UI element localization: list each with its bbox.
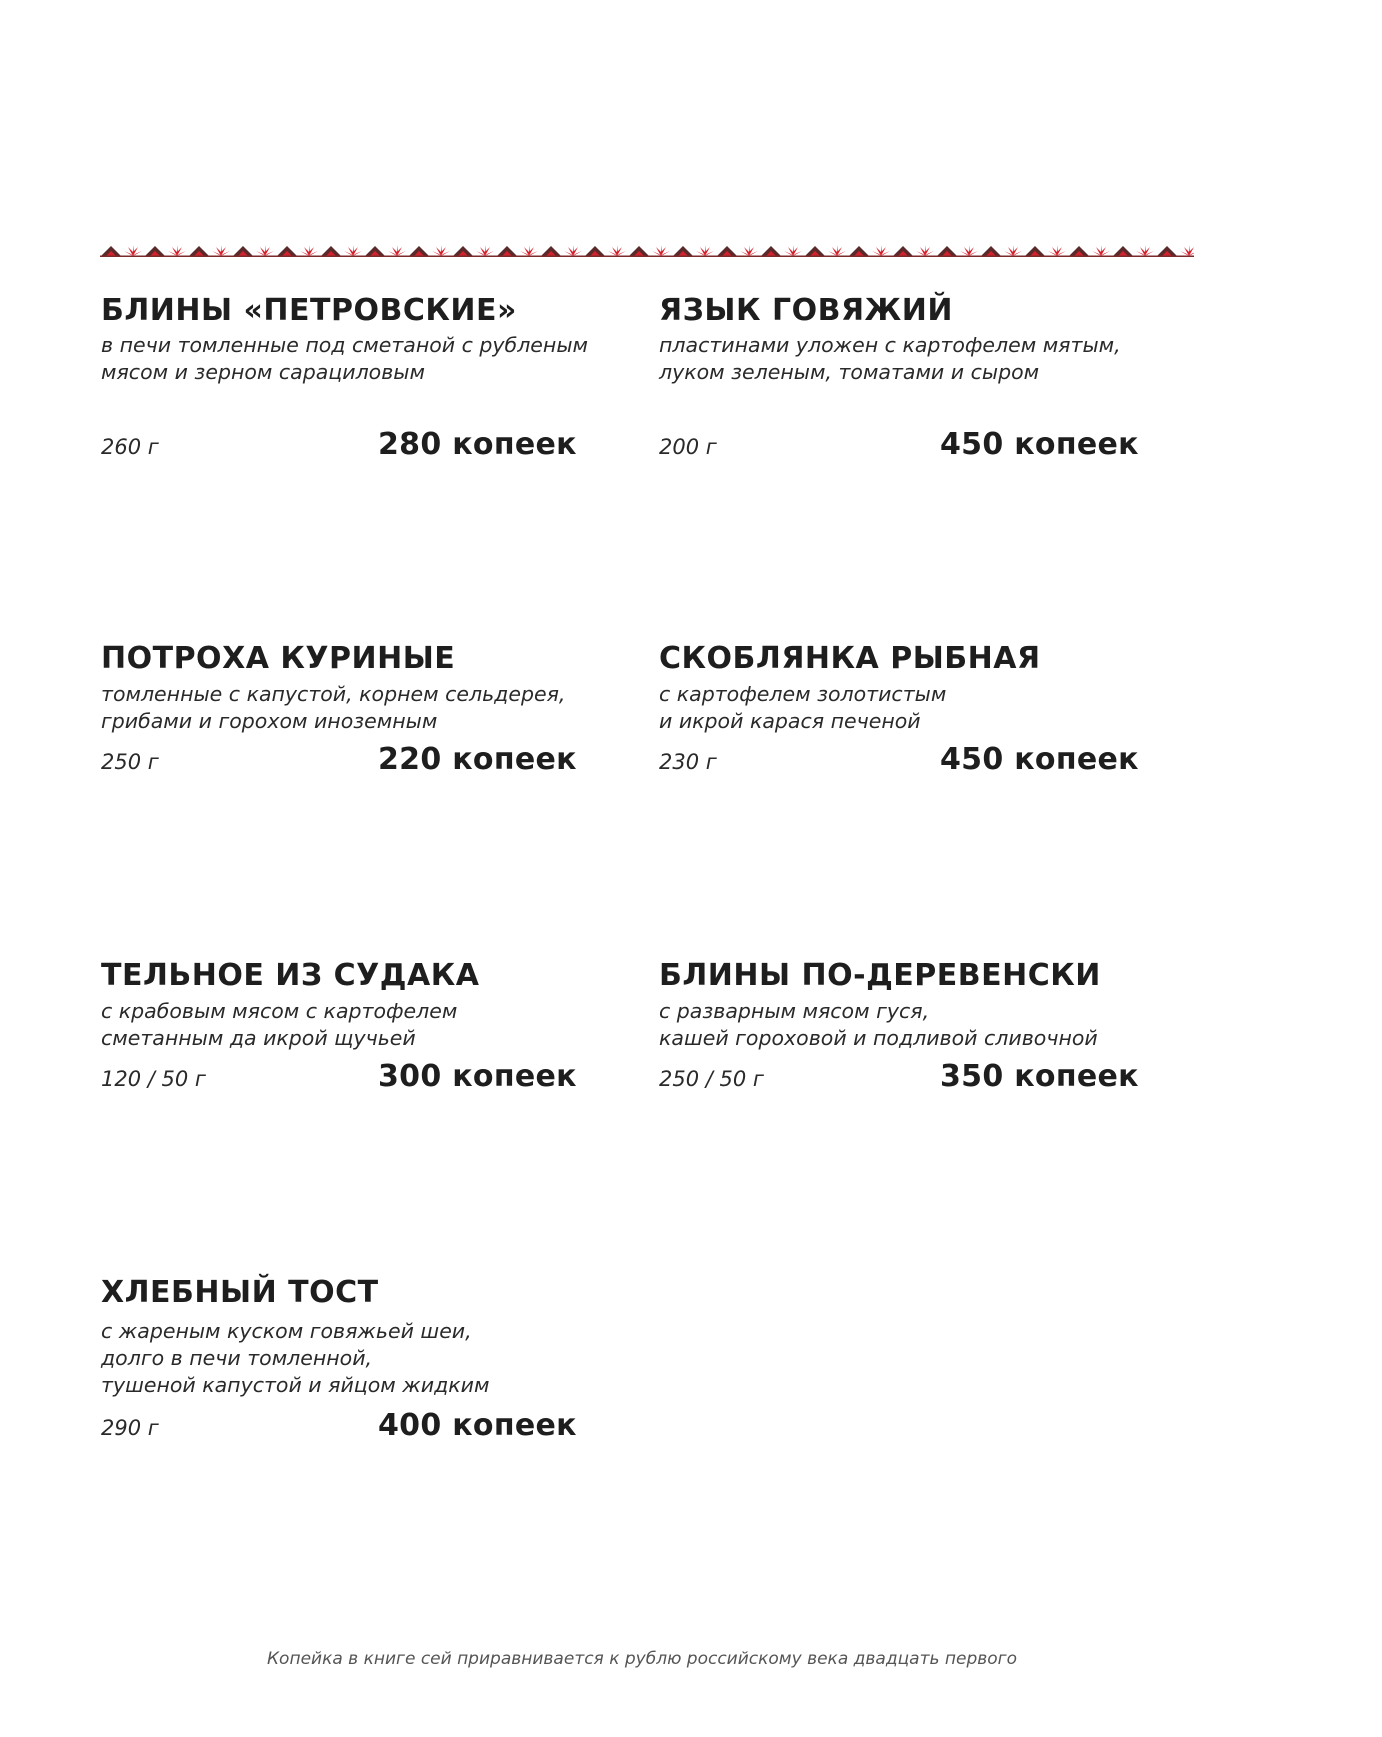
dish-price: 220 копеек	[378, 742, 577, 777]
dish-title: СКОБЛЯНКА РЫБНАЯ	[659, 641, 1041, 676]
description-line: с жареным куском говяжьей шеи,	[101, 1319, 472, 1343]
description-line: пластинами уложен с картофелем мятым,	[659, 333, 1121, 357]
dish-description	[101, 1318, 489, 1399]
dish-price: 300 копеек	[378, 1059, 577, 1094]
description-line: с крабовым мясом с картофелем	[101, 999, 458, 1023]
dish-weight: 260 г	[101, 435, 159, 459]
dish-description	[101, 332, 588, 386]
dish-title: БЛИНЫ «ПЕТРОВСКИЕ»	[101, 293, 517, 328]
dish-price: 450 копеек	[940, 427, 1139, 462]
description-line: кашей гороховой и подливой сливочной	[659, 1026, 1098, 1050]
description-line: грибами и горохом иноземным	[101, 709, 438, 733]
description-line: долго в печи томленной,	[101, 1346, 373, 1370]
description-line: в печи томленные под сметаной с рубленым	[101, 333, 588, 357]
description-line: с картофелем золотистым	[659, 682, 947, 706]
dish-description	[659, 332, 1121, 386]
dish-description	[659, 998, 1098, 1052]
currency-footnote: Копейка в книге сей приравнивается к рублю российскому века двадцать первого	[266, 1649, 1018, 1669]
dish-description	[659, 681, 946, 735]
description-line: с разварным мясом гуся,	[659, 999, 930, 1023]
dish-description	[101, 681, 565, 735]
dish-weight: 230 г	[659, 750, 717, 774]
dish-weight: 250 г	[101, 750, 159, 774]
description-line: луком зеленым, томатами и сыром	[659, 360, 1040, 384]
dish-title: БЛИНЫ ПО-ДЕРЕВЕНСКИ	[659, 958, 1101, 993]
dish-price: 400 копеек	[378, 1408, 577, 1443]
dish-price: 280 копеек	[378, 427, 577, 462]
dish-title: ПОТРОХА КУРИНЫЕ	[101, 641, 456, 676]
description-line: и икрой карася печеной	[659, 709, 921, 733]
dish-weight: 120 / 50 г	[101, 1067, 206, 1091]
dish-weight: 290 г	[101, 1416, 159, 1440]
dish-title: ХЛЕБНЫЙ ТОСТ	[101, 1275, 379, 1310]
description-line: мясом и зерном сарациловым	[101, 360, 425, 384]
dish-title: ТЕЛЬНОЕ ИЗ СУДАКА	[101, 958, 480, 993]
dish-weight: 250 / 50 г	[659, 1067, 764, 1091]
dish-price: 350 копеек	[940, 1059, 1139, 1094]
dish-weight: 200 г	[659, 435, 717, 459]
description-line: сметанным да икрой щучьей	[101, 1026, 416, 1050]
dish-title: ЯЗЫК ГОВЯЖИЙ	[659, 293, 953, 328]
dish-price: 450 копеек	[940, 742, 1139, 777]
description-line: томленные с капустой, корнем сельдерея,	[101, 682, 566, 706]
description-line: тушеной капустой и яйцом жидким	[101, 1373, 490, 1397]
dish-description	[101, 998, 457, 1052]
folk-ornament-border	[100, 243, 1194, 257]
